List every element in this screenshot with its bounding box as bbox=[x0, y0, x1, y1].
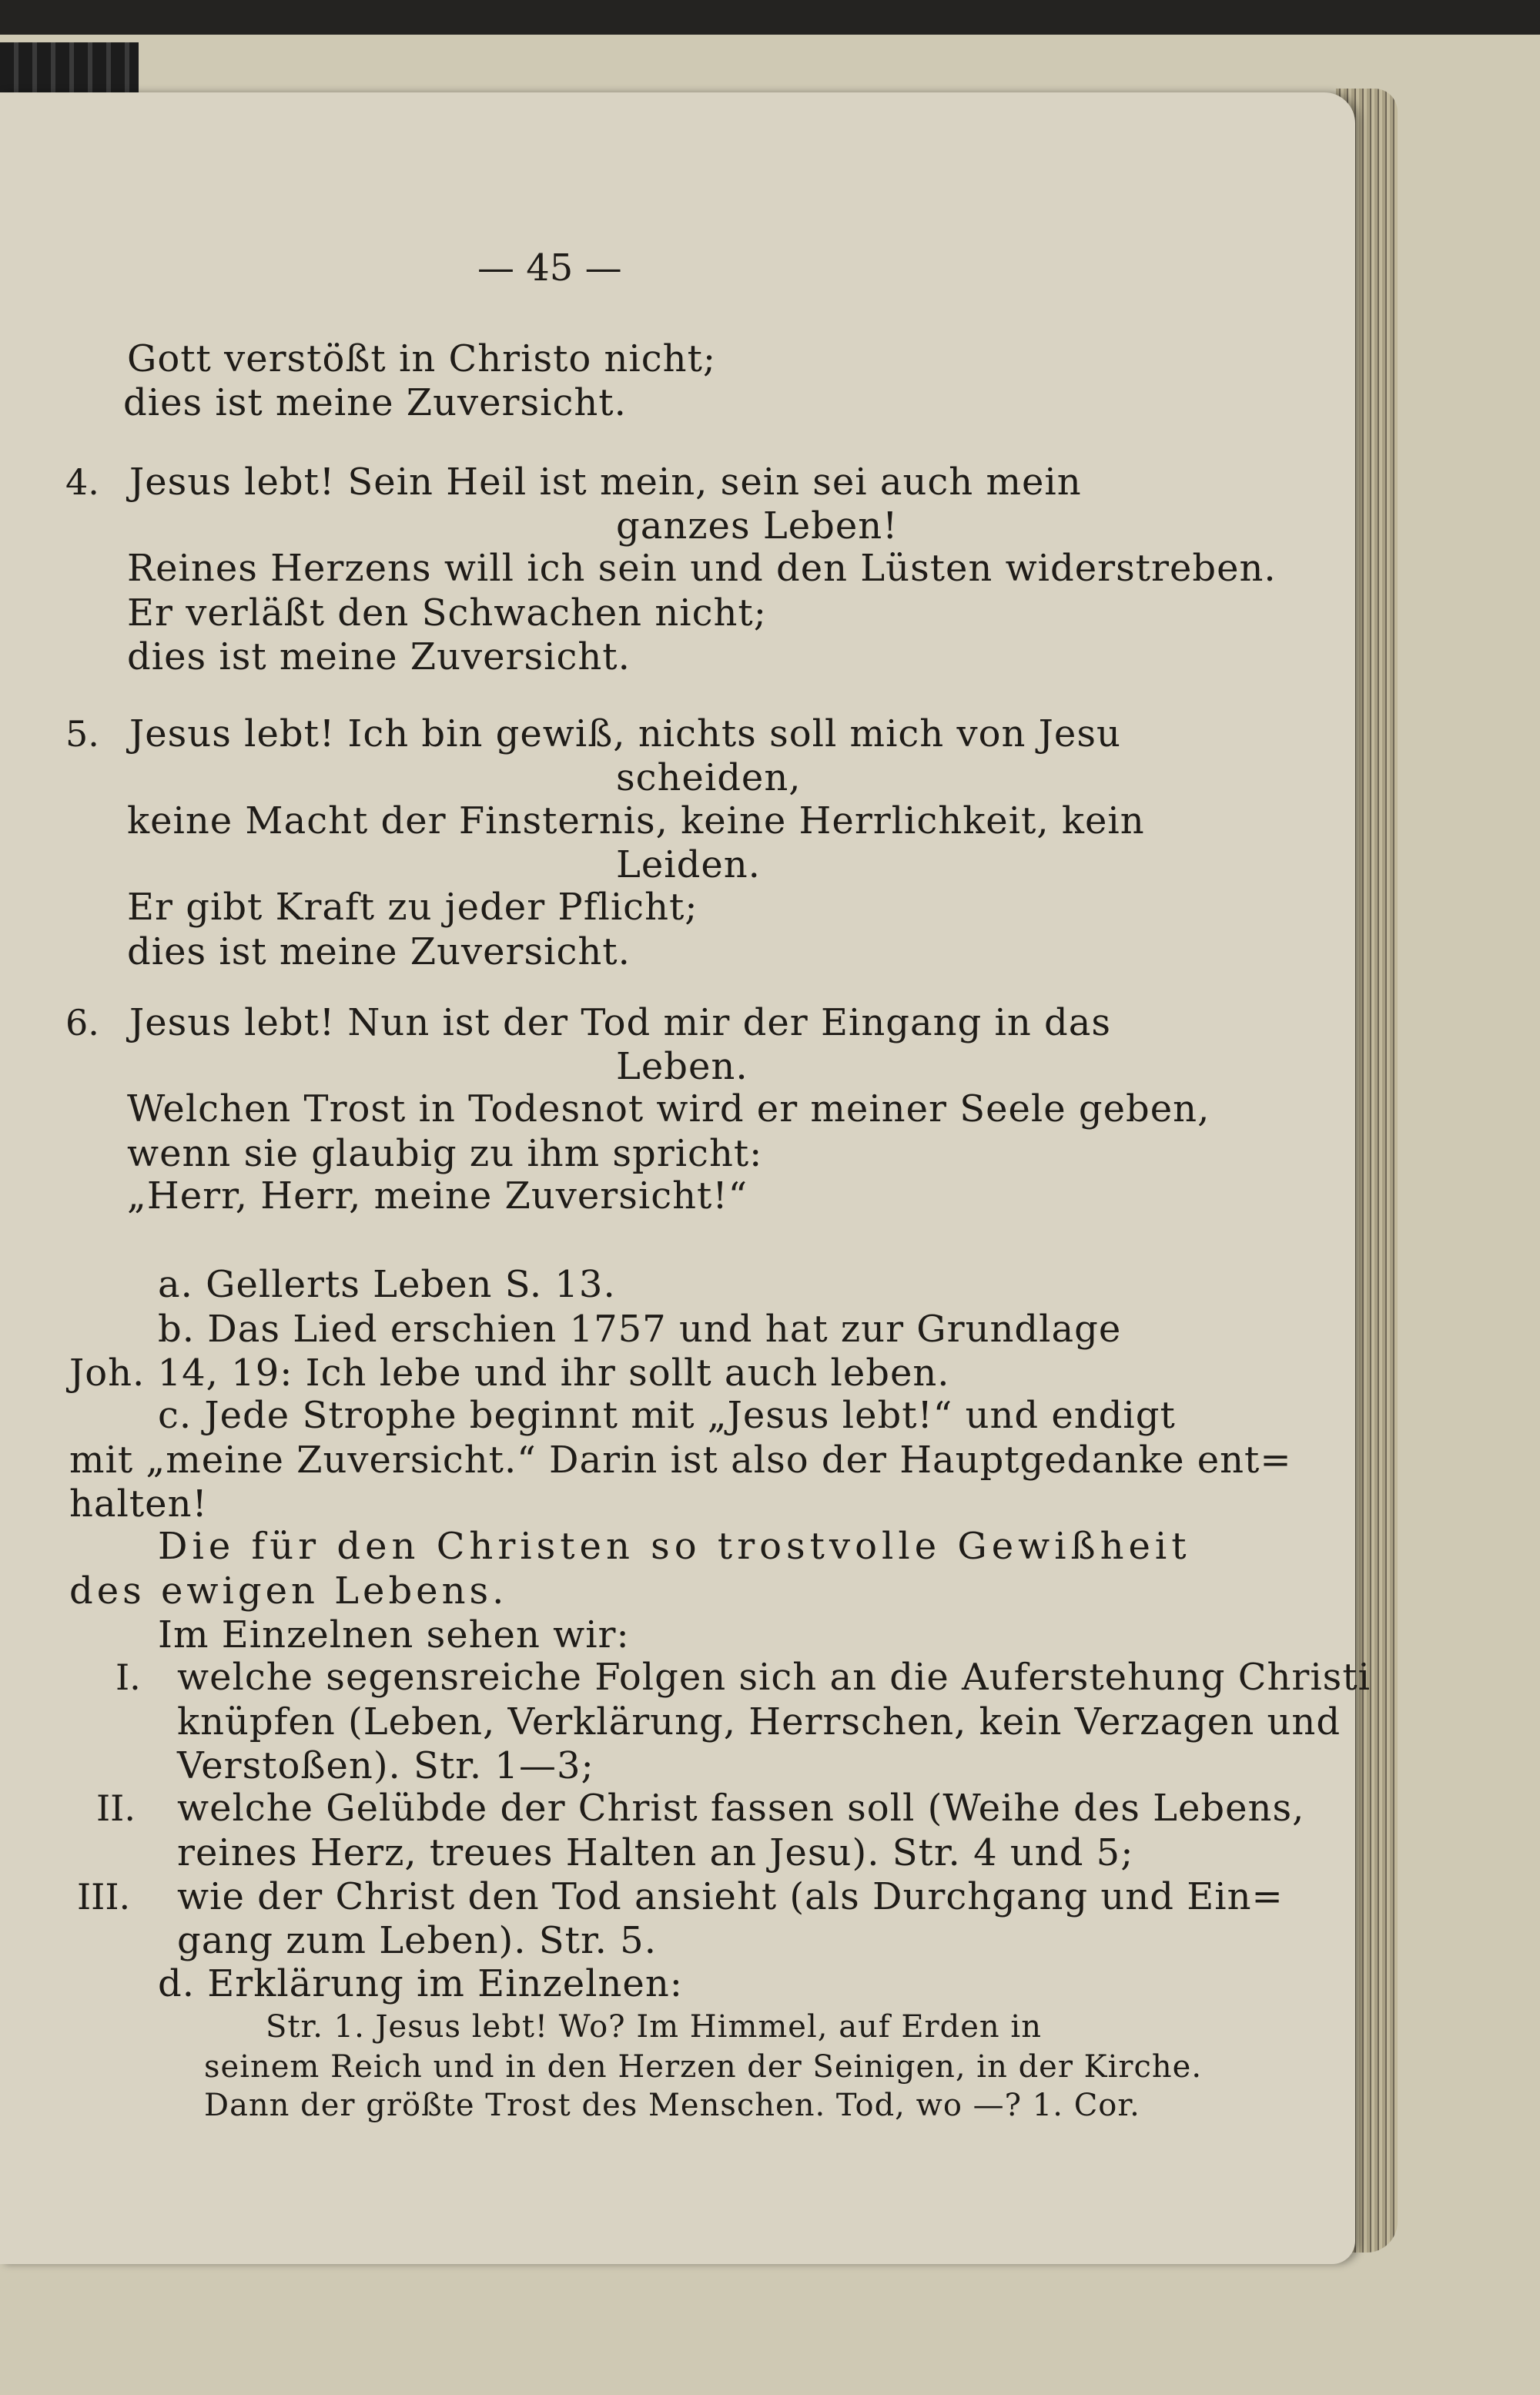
verse5-line: Er gibt Kraft zu jeder Pflicht; bbox=[127, 886, 698, 929]
verse4-line: ganzes Leben! bbox=[616, 504, 899, 548]
verse-number: 4. bbox=[65, 461, 99, 503]
strophe-explanation: seinem Reich und in den Herzen der Seinigen, in der Kirche. bbox=[204, 2049, 1203, 2085]
list-numeral: II. bbox=[96, 1787, 136, 1829]
list-item-line: wie der Christ den Tod ansieht (als Durchgang und Ein= bbox=[177, 1875, 1284, 1918]
verse4-line: Reines Herzens will ich sein und den Lüsten widerstreben. bbox=[127, 547, 1277, 590]
verse4-line: dies ist meine Zuversicht. bbox=[127, 635, 631, 678]
list-numeral: I. bbox=[116, 1656, 141, 1698]
note-b: Joh. 14, 19: Ich lebe und ihr sollt auch leben. bbox=[69, 1352, 950, 1395]
strophe-explanation: Str. 1. Jesus lebt! Wo? Im Himmel, auf Erden in bbox=[266, 2009, 1042, 2045]
verse6-line: wenn sie glaubig zu ihm spricht: bbox=[127, 1132, 763, 1175]
list-item-line: welche Gelübde der Christ fassen soll (Weihe des Lebens, bbox=[177, 1787, 1305, 1830]
note-c: halten! bbox=[69, 1482, 208, 1526]
list-item-line: reines Herz, treues Halten an Jesu). Str. 4 und 5; bbox=[177, 1831, 1134, 1874]
list-item-line: gang zum Leben). Str. 5. bbox=[177, 1919, 657, 1962]
note-c: Im Einzelnen sehen wir: bbox=[158, 1613, 630, 1656]
verse6-line: „Herr, Herr, meine Zuversicht!“ bbox=[127, 1174, 748, 1218]
strophe-explanation: Dann der größte Trost des Menschen. Tod, wo —? 1. Cor. bbox=[204, 2088, 1140, 2123]
note-b: b. Das Lied erschien 1757 und hat zur Grundlage bbox=[158, 1308, 1122, 1351]
verse6-line: Welchen Trost in Todesnot wird er meiner Seele geben, bbox=[127, 1087, 1210, 1131]
verse5-line: Leiden. bbox=[616, 843, 761, 886]
note-a: a. Gellerts Leben S. 13. bbox=[158, 1263, 616, 1306]
verse6-line: Leben. bbox=[616, 1045, 748, 1088]
note-c: c. Jede Strophe beginnt mit „Jesus lebt!“ und endigt bbox=[158, 1394, 1176, 1437]
list-item-line: welche segensreiche Folgen sich an die Auferstehung Christi bbox=[177, 1656, 1371, 1699]
note-d: d. Erklärung im Einzelnen: bbox=[158, 1962, 683, 2005]
verse5-line: scheiden, bbox=[616, 756, 802, 799]
verse6-line: Jesus lebt! Nun ist der Tod mir der Eingang in das bbox=[129, 1001, 1111, 1044]
page-number: — 45 — bbox=[477, 246, 622, 290]
page-content bbox=[0, 92, 1371, 2264]
book-page bbox=[0, 92, 1371, 2264]
verse5-line: Jesus lebt! Ich bin gewiß, nichts soll mich von Jesu bbox=[129, 712, 1121, 755]
verse-number: 6. bbox=[65, 1002, 99, 1043]
list-item-line: Verstoßen). Str. 1—3; bbox=[177, 1744, 594, 1787]
note-emphasis: des ewigen Lebens. bbox=[69, 1569, 508, 1613]
scan-top-border bbox=[0, 0, 1540, 35]
verse3-line: dies ist meine Zuversicht. bbox=[123, 381, 627, 424]
verse4-line: Jesus lebt! Sein Heil ist mein, sein sei auch mein bbox=[129, 461, 1082, 504]
verse4-line: Er verläßt den Schwachen nicht; bbox=[127, 591, 767, 635]
verse3-line: Gott verstößt in Christo nicht; bbox=[127, 337, 717, 380]
verse5-line: dies ist meine Zuversicht. bbox=[127, 930, 631, 973]
note-c: mit „meine Zuversicht.“ Darin ist also der Hauptgedanke ent= bbox=[69, 1439, 1292, 1482]
verse-number: 5. bbox=[65, 713, 99, 755]
verse5-line: keine Macht der Finsternis, keine Herrlichkeit, kein bbox=[127, 799, 1145, 842]
note-emphasis: Die für den Christen so trostvolle Gewißheit bbox=[158, 1525, 1191, 1568]
list-numeral: III. bbox=[77, 1876, 131, 1918]
list-item-line: knüpfen (Leben, Verklärung, Herrschen, kein Verzagen und bbox=[177, 1700, 1341, 1743]
